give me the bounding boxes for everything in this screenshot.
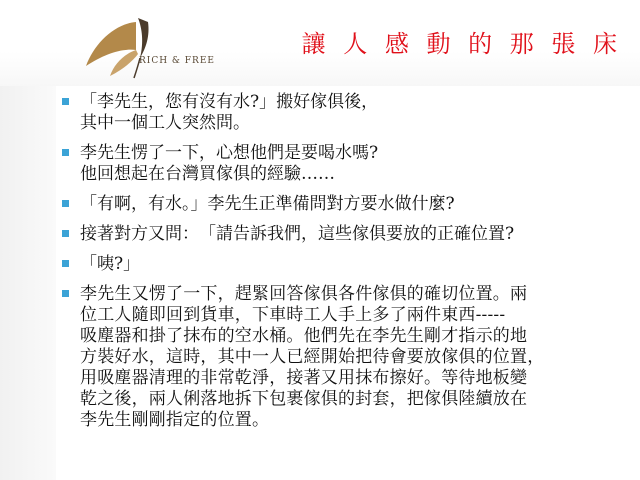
- bullet-square-icon: [62, 98, 69, 105]
- slide-title: 讓 人 感 動 的 那 張 床: [301, 30, 622, 58]
- text-line: 李先生又愣了一下，趕緊回答傢俱各件傢俱的確切位置。兩: [80, 284, 528, 304]
- text-line: 方裝好水，這時，其中一人已經開始把待會要放傢俱的位置，: [80, 347, 545, 367]
- bullet-item: [58, 254, 638, 275]
- text-line: 「李先生，您有沒有水?」搬好傢俱後，: [80, 92, 379, 112]
- bullet-item: [58, 194, 638, 215]
- bullet-square-icon: [62, 290, 69, 297]
- text-line: 吸塵器和掛了抹布的空水桶。他們先在李先生剛才指示的地: [80, 326, 528, 346]
- text-line: 乾之後，兩人俐落地拆下包裹傢俱的封套，把傢俱陸續放在: [80, 389, 528, 409]
- text-line: 位工人隨即回到貨車，下車時工人手上多了兩件東西-----: [80, 305, 506, 325]
- bullet-item: [58, 284, 638, 431]
- text-line: 「有啊，有水。」李先生正準備問對方要水做什麼?: [80, 194, 455, 214]
- bullet-item: [58, 143, 638, 185]
- bullet-item: [58, 92, 638, 134]
- bullet-square-icon: [62, 230, 69, 237]
- text-line: 用吸塵器清理的非常乾淨，接著又用抹布擦好。等待地板變: [80, 368, 528, 388]
- left-sidebar-band: [0, 86, 56, 480]
- text-line: 李先生愣了一下，心想他們是要喝水嗎?: [80, 143, 379, 163]
- logo-text: RICH & FREE: [139, 56, 215, 66]
- bullet-square-icon: [62, 200, 69, 207]
- text-line: 「咦?」: [80, 254, 141, 274]
- bullet-list: [58, 92, 638, 440]
- butterfly-logo-icon: [84, 14, 224, 84]
- bullet-square-icon: [62, 149, 69, 156]
- text-line: 李先生剛剛指定的位置。: [80, 410, 270, 430]
- bullet-item: [58, 224, 638, 245]
- bullet-square-icon: [62, 260, 69, 267]
- text-line: 接著對方又問： 「請告訴我們，這些傢俱要放的正確位置?: [80, 224, 515, 244]
- text-line: 他回想起在台灣買傢俱的經驗……: [80, 164, 335, 184]
- text-line: 其中一個工人突然問。: [80, 113, 250, 133]
